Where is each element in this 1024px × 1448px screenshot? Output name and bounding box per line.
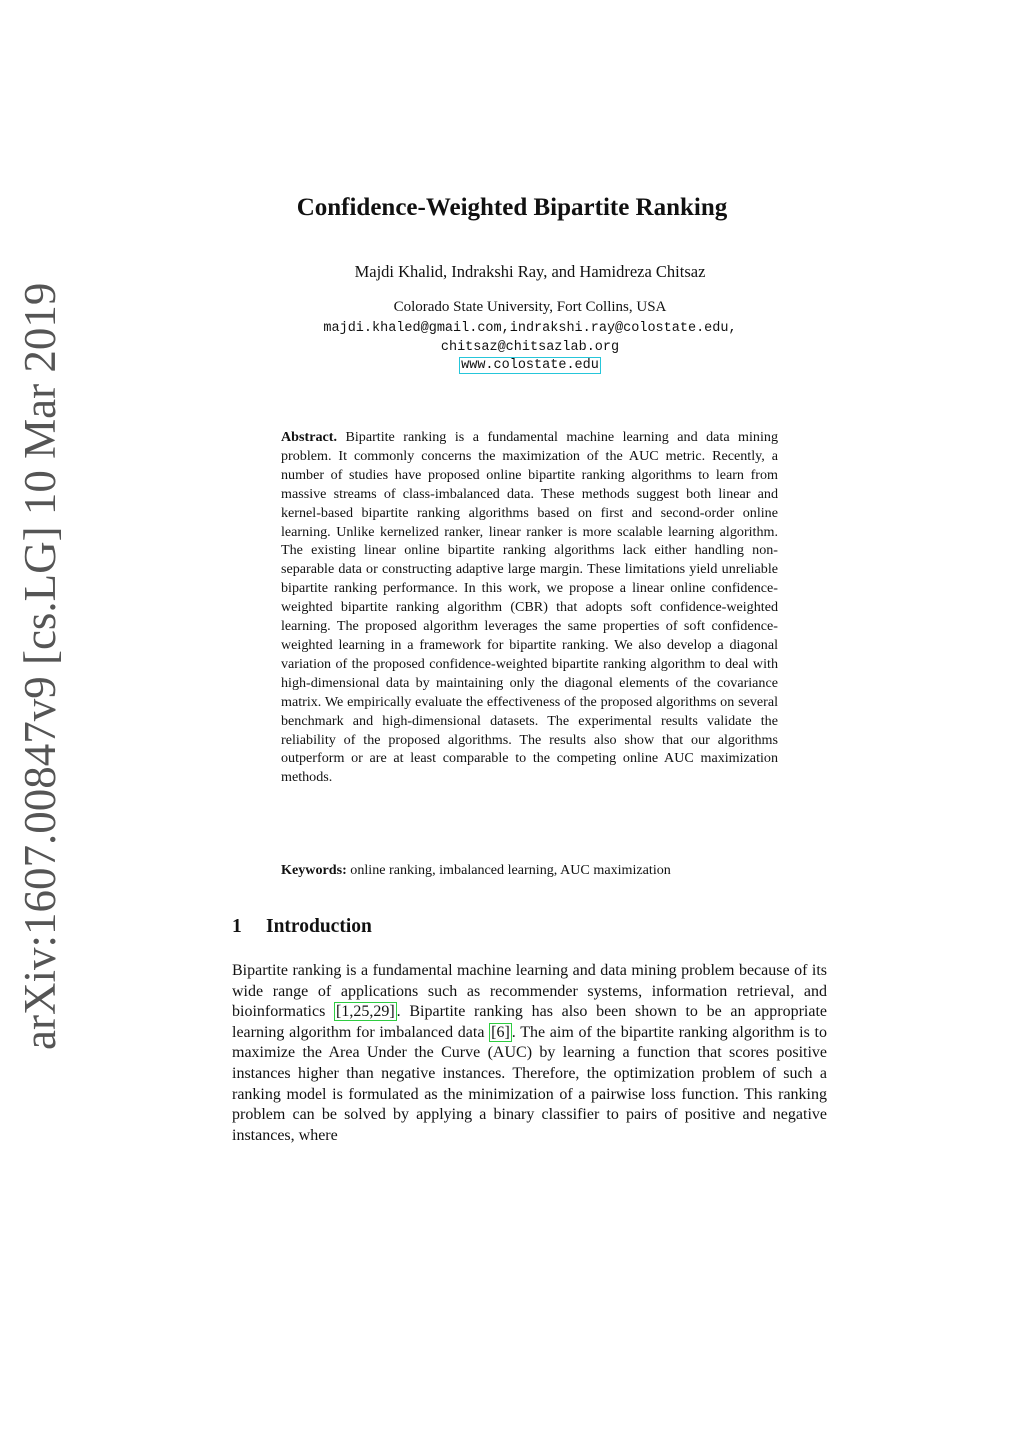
website-link[interactable]: www.colostate.edu	[461, 358, 599, 373]
keywords	[281, 862, 778, 879]
abstract	[281, 428, 778, 787]
section-title: Introduction	[266, 916, 372, 937]
keywords-label: Keywords:	[281, 862, 347, 878]
intro-text-3: . The aim of the bipartite ranking algorithm is to maximize the Area Under the Curve (AUC) by learning a function that scores positive instances higher than negative instances. Therefore, the optimization problem of such a ranking model is formulated as the minimization of a pairwise loss function. This ranking problem can be solved by applying a binary classifier to pairs of positive and negative instances, where	[232, 1023, 827, 1144]
intro-text-1: Bipartite ranking is a fundamental machine learning and data mining problem because of its wide range of applications such as recommender systems, information retrieval, and bioinformatics	[232, 962, 827, 1021]
abstract-label: Abstract.	[281, 429, 337, 445]
section-heading-introduction	[232, 916, 372, 938]
author-list: Majdi Khalid, Indrakshi Ray, and Hamidreza Chitsaz	[354, 262, 706, 281]
section-number: 1	[232, 916, 242, 937]
abstract-text: Bipartite ranking is a fundamental machine learning and data mining problem. It commonly concerns the maximization of the AUC metric. Recently, a number of studies have proposed online bipartite ranking algorithms to learn from massive streams of class-imbalanced data. These methods suggest both linear and kernel-based bipartite ranking algorithms based on first and second-order online learning. Unlike kernelized ranker, linear ranker is more scalable learning algorithm. The existing linear online bipartite ranking algorithms lack either handling non-separable data or constructing adaptive large margin. These limitations yield unreliable bipartite ranking performance. In this work, we propose a linear online confidence-weighted bipartite ranking algorithm (CBR) that adopts soft confidence-weighted learning. The proposed algorithm leverages the same properties of soft confidence-weighted learning in a framework for bipartite ranking. We also develop a diagonal variation of the proposed confidence-weighted bipartite ranking algorithm to deal with high-dimensional data by maintaining only the diagonal elements of the covariance matrix. We empirically evaluate the effectiveness of the proposed algorithms on several benchmark and high-dimensional datasets. The experimental results validate the reliability of the proposed algorithms. The results also show that our algorithms outperform or are at least comparable to the competing online AUC maximization methods.	[281, 429, 778, 786]
introduction-paragraph	[232, 961, 827, 1146]
paper-title: Confidence-Weighted Bipartite Ranking	[296, 194, 728, 221]
arxiv-side-stamp: arXiv:1607.00847v9 [cs.LG] 10 Mar 2019	[15, 282, 65, 1050]
affiliation: Colorado State University, Fort Collins, USA	[393, 299, 667, 315]
keywords-text: online ranking, imbalanced learning, AUC maximization	[350, 862, 671, 878]
intro-text-2: . Bipartite ranking has also been shown to be an appropriate learning algorithm for imbalanced data	[232, 1003, 828, 1041]
author-emails-line2: chitsaz@chitsazlab.org	[440, 340, 620, 355]
citation-link[interactable]: [1,25,29]	[336, 1003, 395, 1021]
citation-link[interactable]: [6]	[491, 1023, 510, 1041]
website-row	[0, 358, 1024, 373]
author-emails-line1: majdi.khaled@gmail.com,indrakshi.ray@colostate.edu,	[323, 321, 737, 336]
